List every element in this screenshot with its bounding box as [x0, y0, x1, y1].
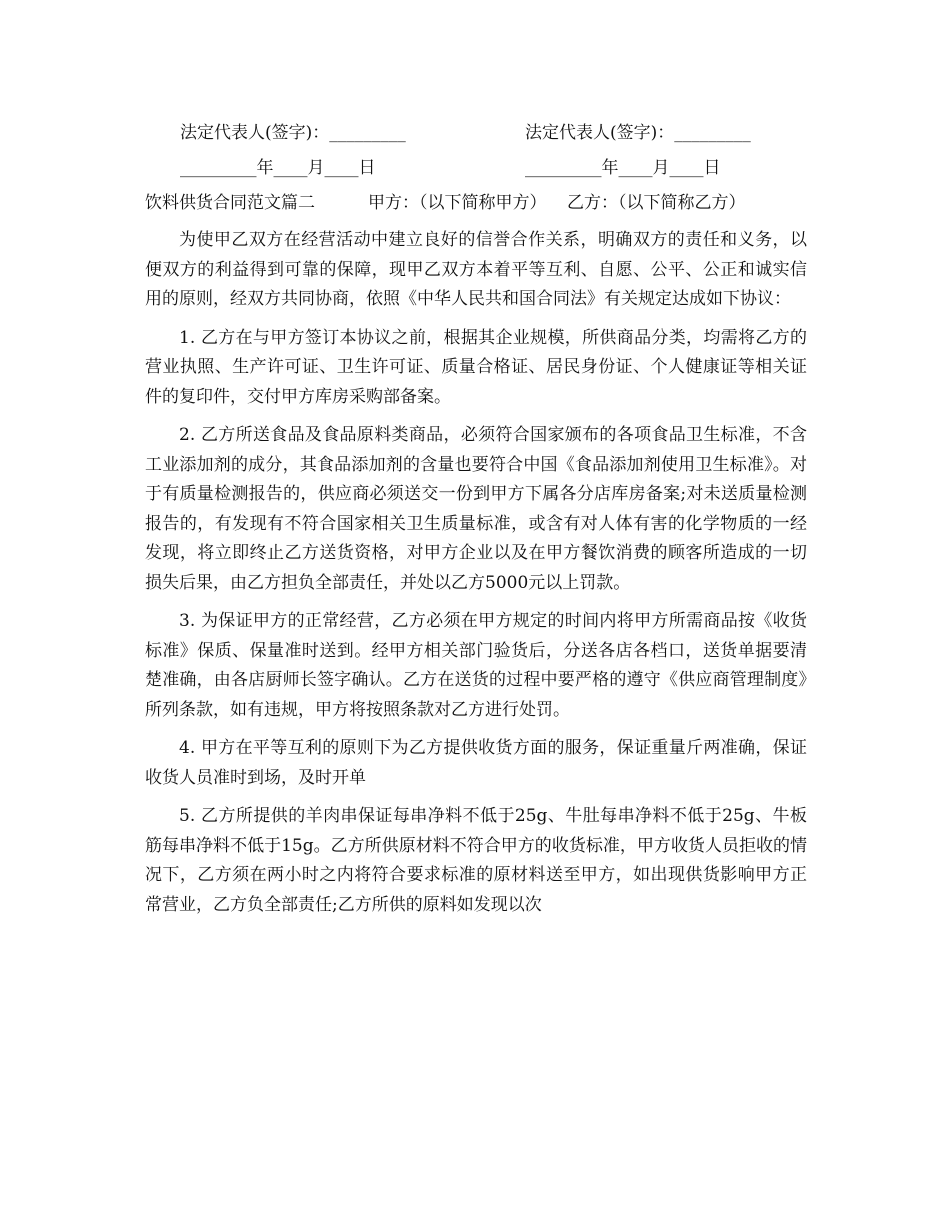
- party-a-label: 甲方：（以下简称甲方）: [368, 193, 547, 213]
- date-row: [180, 153, 800, 183]
- party-a-signature-line: 法定代表人(签字)：_________: [180, 123, 406, 143]
- signature-row: [180, 118, 800, 148]
- clause-2: 2. 乙方所送食品及食品原料类商品，必须符合国家颁布的各项食品卫生标准，不含工业添加剂的成分，其食品添加剂的含量也要符合中国《食品添加剂使用卫生标准》。对于有质量检测报告的，供应商必须送交一份到甲方下属各分店库房备案;对未送质量检测报告的，有发现有不符合国家相关卫生质量标准，或含有对人体有害的化学物质的一经发现，将立即终止乙方送货资格，对甲方企业以及在甲方餐饮消费的顾客所造成的一切损失后果，由乙方担负全部责任，并处以乙方5000元以上罚款。: [145, 425, 807, 593]
- clause-5: 5. 乙方所提供的羊肉串保证每串净料不低于25g、牛肚每串净料不低于25g、牛板筋每串净料不低于15g。乙方所供原材料不符合甲方的收货标准，甲方收货人员拒收的情况下，乙方须在两小时之内将符合要求标准的原材料送至甲方，如出现供货影响甲方正常营业，乙方负全部责任;乙方所供的原料如发现以次: [145, 806, 807, 915]
- contract-heading: [145, 188, 825, 218]
- document-title: 饮料供货合同范文篇二: [145, 193, 315, 213]
- intro-paragraph: 为使甲乙双方在经营活动中建立良好的信誉合作关系，明确双方的责任和义务，以便双方的利益得到可靠的保障，现甲乙双方本着平等互利、自愿、公平、公正和诚实信用的原则，经双方共同协商，依照《中华人民共和国合同法》有关规定达成如下协议：: [145, 230, 807, 309]
- party-b-date-line: _________年____月____日: [525, 158, 721, 178]
- party-b-label: 乙方：（以下简称乙方）: [567, 193, 746, 213]
- clause-4: 4. 甲方在平等互利的原则下为乙方提供收货方面的服务，保证重量斤两准确，保证收货人员准时到场，及时开单: [145, 738, 807, 788]
- contract-body: [145, 226, 807, 929]
- party-b-signature-line: 法定代表人(签字)：_________: [525, 123, 751, 143]
- clause-1: 1. 乙方在与甲方签订本协议之前，根据其企业规模，所供商品分类，均需将乙方的营业执照、生产许可证、卫生许可证、质量合格证、居民身份证、个人健康证等相关证件的复印件，交付甲方库房采购部备案。: [145, 327, 807, 407]
- party-a-date-line: _________年____月____日: [180, 158, 376, 178]
- clause-3: 3. 为保证甲方的正常经营，乙方必须在甲方规定的时间内将甲方所需商品按《收货标准》保质、保量准时送到。经甲方相关部门验货后，分送各店各档口，送货单据要清楚准确，由各店厨师长签字确认。乙方在送货的过程中要严格的遵守《供应商管理制度》所列条款，如有违规，甲方将按照条款对乙方进行处罚。: [145, 611, 807, 720]
